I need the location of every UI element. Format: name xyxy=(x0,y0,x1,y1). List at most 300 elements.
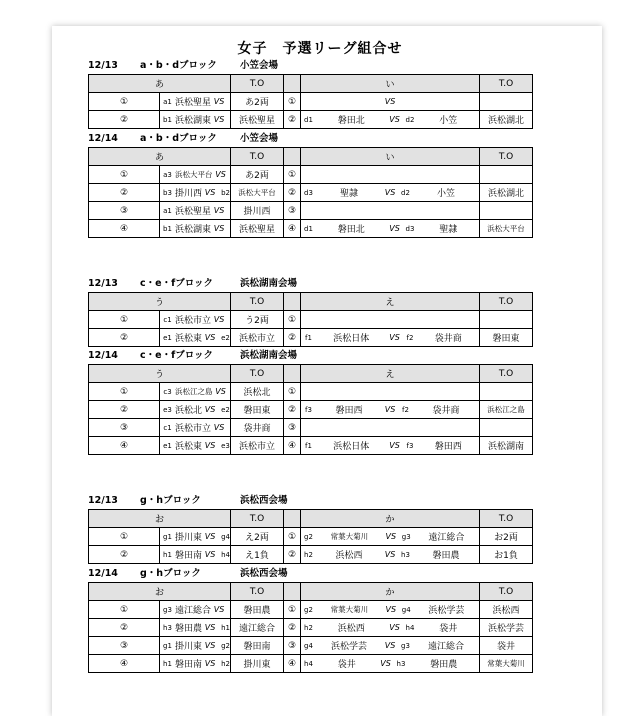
to-header: T.O xyxy=(231,148,284,166)
blank-header xyxy=(284,293,301,311)
section-block: a・b・dブロック xyxy=(140,60,217,71)
team-name: 常葉大菊川 xyxy=(330,605,369,614)
vs-label: VS xyxy=(204,405,216,414)
group-header: か xyxy=(301,510,480,528)
match-number: ③ xyxy=(89,202,160,220)
team-code xyxy=(227,116,230,124)
match-cell xyxy=(160,202,231,220)
team-name: 浜松日体 xyxy=(333,442,370,452)
vs-label: VS xyxy=(213,423,225,432)
team-name: 袋井商 xyxy=(432,406,460,416)
vs-label: VS xyxy=(204,532,216,541)
to-team: 磐田東 xyxy=(480,329,533,347)
team-code: b1 xyxy=(163,224,172,233)
to-header: T.O xyxy=(231,365,284,383)
team-code: f1 xyxy=(305,333,312,342)
team-code: e3 xyxy=(221,441,230,450)
match-table xyxy=(88,582,533,673)
team-code: g4 xyxy=(401,605,411,614)
match-cell xyxy=(160,546,231,564)
match-number: ① xyxy=(284,528,301,546)
match-number: ③ xyxy=(284,202,301,220)
match-cell xyxy=(301,184,480,202)
section-header xyxy=(88,568,288,580)
team-code: g2 xyxy=(304,605,313,614)
match-number: ③ xyxy=(89,637,160,655)
to-team: 遠江総合 xyxy=(231,619,284,637)
vs-label: VS xyxy=(385,532,397,541)
vs-label: VS xyxy=(384,641,396,650)
to-team: 浜松北 xyxy=(231,383,284,401)
match-cell xyxy=(160,111,231,129)
vs-label: VS xyxy=(380,659,391,668)
match-row xyxy=(89,546,533,564)
team-name: 浜松江之島 xyxy=(175,387,213,396)
match-cell xyxy=(160,166,231,184)
vs-label: VS xyxy=(389,441,400,450)
match-row xyxy=(89,220,533,238)
match-cell xyxy=(160,93,231,111)
team-code: h1 xyxy=(163,550,172,559)
match-number: ① xyxy=(284,311,301,329)
match-number: ④ xyxy=(284,220,301,238)
to-team: 浜松聖星 xyxy=(231,111,284,129)
match xyxy=(160,401,230,418)
team-code: a1 xyxy=(163,97,172,106)
match xyxy=(160,383,230,400)
to-team xyxy=(480,202,533,220)
match-cell xyxy=(160,401,231,419)
match-cell xyxy=(160,220,231,238)
match xyxy=(160,111,230,128)
team-name: 浜松市立 xyxy=(175,424,212,434)
to-team: 常葉大菊川 xyxy=(480,655,533,673)
blank-header xyxy=(284,148,301,166)
match-cell xyxy=(160,311,231,329)
section-header xyxy=(88,60,278,72)
table-header-row xyxy=(89,583,533,601)
team-name: 浜松西 xyxy=(335,551,363,561)
to-team: あ2両 xyxy=(231,166,284,184)
to-team: 浜松湖北 xyxy=(480,111,533,129)
to-team: 浜松市立 xyxy=(231,329,284,347)
match xyxy=(160,166,230,183)
match xyxy=(301,655,479,672)
match-number: ④ xyxy=(284,437,301,455)
top-bar xyxy=(0,0,640,28)
to-team xyxy=(480,166,533,184)
match-number: ② xyxy=(89,111,160,129)
to-header: T.O xyxy=(480,293,533,311)
match xyxy=(160,546,230,563)
match-number: ① xyxy=(284,166,301,184)
vs-label: VS xyxy=(389,115,400,124)
team-code: f3 xyxy=(305,405,312,414)
match xyxy=(301,383,479,400)
to-team: う2両 xyxy=(231,311,284,329)
to-team: お2両 xyxy=(480,528,533,546)
group-header: い xyxy=(301,75,480,93)
to-team xyxy=(480,93,533,111)
team-name: 磐田西 xyxy=(335,406,363,416)
team-code: f1 xyxy=(305,441,312,450)
match-cell xyxy=(301,655,480,673)
match-row xyxy=(89,166,533,184)
team-code: g2 xyxy=(304,532,313,541)
vs-label: VS xyxy=(385,605,397,614)
to-team: 掛川東 xyxy=(231,655,284,673)
team-code xyxy=(227,98,230,106)
match-row xyxy=(89,202,533,220)
to-team: 磐田東 xyxy=(231,401,284,419)
team-name: 浜松聖星 xyxy=(175,98,212,108)
team-name: 小笠 xyxy=(436,189,455,199)
section-venue: 浜松湖南会場 xyxy=(240,350,298,361)
to-team: 浜松大平台 xyxy=(231,184,284,202)
group-header: う xyxy=(89,293,231,311)
table-header-row xyxy=(89,365,533,383)
match-number: ③ xyxy=(284,637,301,655)
vs-label: VS xyxy=(389,224,400,233)
vs-label: VS xyxy=(384,188,396,197)
table-header-row xyxy=(89,293,533,311)
match-number: ① xyxy=(284,601,301,619)
match xyxy=(160,655,230,672)
table-header-row xyxy=(89,510,533,528)
team-name: 袋井 xyxy=(337,660,356,670)
team-code xyxy=(227,606,230,614)
to-team: 磐田農 xyxy=(231,601,284,619)
to-team: 袋井商 xyxy=(231,419,284,437)
section-date: 12/13 xyxy=(88,60,118,71)
to-team: あ2両 xyxy=(231,93,284,111)
match xyxy=(301,111,479,128)
match-number: ① xyxy=(89,601,160,619)
vs-label: VS xyxy=(213,315,225,324)
match-cell xyxy=(301,637,480,655)
group-header: う xyxy=(89,365,231,383)
match-number: ④ xyxy=(89,655,160,673)
vs-label: VS xyxy=(213,115,225,124)
match-cell xyxy=(160,655,231,673)
team-name: 浜松学芸 xyxy=(330,642,367,652)
vs-label: VS xyxy=(204,333,216,342)
team-name: 掛川西 xyxy=(175,189,203,199)
to-team: え1負 xyxy=(231,546,284,564)
match-number: ② xyxy=(284,329,301,347)
team-code: h3 xyxy=(396,659,406,668)
section-date: 12/14 xyxy=(88,568,118,579)
team-code: h4 xyxy=(405,623,415,632)
team-name: 浜松学芸 xyxy=(428,606,465,616)
match-cell xyxy=(301,546,480,564)
match xyxy=(301,419,479,436)
match-cell xyxy=(160,528,231,546)
team-name: 浜松湖東 xyxy=(175,116,212,126)
vs-label: VS xyxy=(215,387,226,396)
to-team: 浜松湖北 xyxy=(480,184,533,202)
match-number: ② xyxy=(89,184,160,202)
section-header xyxy=(88,350,297,362)
vs-label: VS xyxy=(384,550,396,559)
vs-label: VS xyxy=(389,623,400,632)
team-name: 磐田北 xyxy=(337,225,365,235)
match-number: ① xyxy=(89,528,160,546)
vs-label: VS xyxy=(213,206,225,215)
match-cell xyxy=(160,184,231,202)
team-name: 浜松北 xyxy=(175,406,203,416)
team-name: 浜松大平台 xyxy=(175,170,213,179)
match-cell xyxy=(301,437,480,455)
match-row xyxy=(89,655,533,673)
to-team: 浜松西 xyxy=(480,601,533,619)
match-row xyxy=(89,619,533,637)
team-code: g3 xyxy=(401,532,411,541)
to-header: T.O xyxy=(231,510,284,528)
group-header: お xyxy=(89,510,231,528)
match-row xyxy=(89,528,533,546)
team-code: c1 xyxy=(163,315,172,324)
team-code: c3 xyxy=(163,387,172,396)
team-name: 小笠 xyxy=(439,116,458,126)
section-block: c・e・fブロック xyxy=(140,350,214,361)
match-number: ① xyxy=(89,166,160,184)
to-header: T.O xyxy=(480,148,533,166)
match-row xyxy=(89,93,533,111)
blank-header xyxy=(284,75,301,93)
vs-label: VS xyxy=(213,224,225,233)
match-cell xyxy=(301,111,480,129)
team-code xyxy=(227,207,230,215)
team-name: 遠江総合 xyxy=(428,533,465,543)
match-row xyxy=(89,637,533,655)
team-name: 浜松西 xyxy=(337,624,365,634)
team-name: 磐田南 xyxy=(175,660,203,670)
team-name: 遠江総合 xyxy=(427,642,464,652)
team-code: h3 xyxy=(401,550,410,559)
team-code: e2 xyxy=(221,405,230,414)
to-header: T.O xyxy=(231,583,284,601)
match-cell xyxy=(301,329,480,347)
team-name: 磐田南 xyxy=(175,551,203,561)
team-code: h3 xyxy=(163,623,172,632)
vs-label: VS xyxy=(204,550,216,559)
section-venue: 浜松西会場 xyxy=(240,568,288,579)
team-code: g1 xyxy=(163,532,172,541)
section-venue: 浜松湖南会場 xyxy=(240,278,298,289)
team-code: g1 xyxy=(163,641,172,650)
to-team: お1負 xyxy=(480,546,533,564)
to-team xyxy=(480,311,533,329)
match-number: ① xyxy=(284,93,301,111)
match xyxy=(301,311,479,328)
match xyxy=(160,202,230,219)
match-row xyxy=(89,329,533,347)
group-header: え xyxy=(301,293,480,311)
team-code: a1 xyxy=(163,206,172,215)
match-number: ① xyxy=(89,383,160,401)
section-block: c・e・fブロック xyxy=(140,278,214,289)
to-team: え2両 xyxy=(231,528,284,546)
match xyxy=(301,220,479,237)
team-name: 遠江総合 xyxy=(175,606,212,616)
match-row xyxy=(89,601,533,619)
team-code: d3 xyxy=(304,188,313,197)
team-name: 磐田農 xyxy=(432,551,460,561)
group-header: あ xyxy=(89,148,231,166)
match-cell xyxy=(301,311,480,329)
match xyxy=(301,437,479,454)
match-number: ① xyxy=(284,383,301,401)
match-number: ② xyxy=(284,619,301,637)
blank-header xyxy=(284,365,301,383)
match xyxy=(301,329,479,346)
match xyxy=(160,311,230,328)
match-cell xyxy=(301,166,480,184)
match-number: ③ xyxy=(284,419,301,437)
match-cell xyxy=(301,220,480,238)
match-number: ① xyxy=(89,311,160,329)
match xyxy=(160,329,230,346)
match-row xyxy=(89,401,533,419)
match-number: ② xyxy=(89,401,160,419)
match-cell xyxy=(301,528,480,546)
match-number: ④ xyxy=(284,655,301,673)
section-header xyxy=(88,278,297,290)
match xyxy=(301,202,479,219)
team-code: f2 xyxy=(406,333,414,342)
team-code: d2 xyxy=(405,115,415,124)
team-code xyxy=(227,424,230,432)
match xyxy=(160,419,230,436)
match-number: ① xyxy=(89,93,160,111)
team-code: h4 xyxy=(304,659,313,668)
team-name: 浜松日体 xyxy=(333,334,370,344)
team-name: 磐田農 xyxy=(175,624,203,634)
team-code: g4 xyxy=(221,532,230,541)
team-code: e1 xyxy=(163,333,172,342)
match-number: ③ xyxy=(89,419,160,437)
team-code xyxy=(227,225,230,233)
blank-header xyxy=(284,583,301,601)
match xyxy=(160,220,230,237)
section-block: g・hブロック xyxy=(140,568,201,579)
match xyxy=(301,184,479,201)
team-code: e2 xyxy=(221,333,230,342)
match xyxy=(160,93,230,110)
match-table xyxy=(88,292,533,347)
section-header xyxy=(88,495,288,507)
to-team: 浜松学芸 xyxy=(480,619,533,637)
team-code: g3 xyxy=(163,605,172,614)
team-code: d2 xyxy=(401,188,410,197)
match-number: ② xyxy=(89,329,160,347)
team-code: g2 xyxy=(221,641,230,650)
match-cell xyxy=(301,419,480,437)
vs-label: VS xyxy=(204,623,216,632)
group-header: か xyxy=(301,583,480,601)
match xyxy=(160,528,230,545)
vs-label: VS xyxy=(384,405,396,414)
match-cell xyxy=(301,383,480,401)
to-team: 浜松江之島 xyxy=(480,401,533,419)
group-header: え xyxy=(301,365,480,383)
to-team xyxy=(480,419,533,437)
to-header: T.O xyxy=(231,75,284,93)
match xyxy=(160,619,230,636)
to-header: T.O xyxy=(480,583,533,601)
match-number: ② xyxy=(89,619,160,637)
match-number: ④ xyxy=(89,220,160,238)
section-venue: 浜松西会場 xyxy=(240,495,288,506)
match-number: ② xyxy=(284,401,301,419)
match xyxy=(301,637,479,654)
match xyxy=(160,184,230,201)
to-team xyxy=(480,383,533,401)
vs-label: VS xyxy=(213,605,225,614)
vs-label: VS xyxy=(213,97,225,106)
section-date: 12/14 xyxy=(88,133,118,144)
team-name: 袋井商 xyxy=(434,334,462,344)
team-name: 聖隷 xyxy=(339,189,358,199)
match-row xyxy=(89,184,533,202)
team-name: 磐田北 xyxy=(337,116,365,126)
team-name: 袋井 xyxy=(439,624,458,634)
match-cell xyxy=(160,329,231,347)
team-name: 浜松東 xyxy=(175,442,203,452)
team-code: h2 xyxy=(304,550,313,559)
team-code xyxy=(227,316,230,324)
match xyxy=(301,166,479,183)
to-header: T.O xyxy=(231,293,284,311)
to-team: 掛川西 xyxy=(231,202,284,220)
match xyxy=(301,601,479,618)
match xyxy=(301,93,479,110)
match-number: ② xyxy=(89,546,160,564)
match-row xyxy=(89,383,533,401)
team-code: a3 xyxy=(163,170,172,179)
team-name: 浜松市立 xyxy=(175,316,212,326)
to-team: 浜松市立 xyxy=(231,437,284,455)
team-name: 掛川東 xyxy=(175,642,203,652)
team-name: 浜松東 xyxy=(175,334,203,344)
to-header: T.O xyxy=(480,365,533,383)
match xyxy=(160,437,230,454)
to-header: T.O xyxy=(480,75,533,93)
team-code: d3 xyxy=(405,224,415,233)
team-code: c1 xyxy=(163,423,172,432)
match-number: ④ xyxy=(89,437,160,455)
match xyxy=(301,546,479,563)
team-code: h2 xyxy=(304,623,313,632)
team-code: e3 xyxy=(163,405,172,414)
team-code: d1 xyxy=(304,224,313,233)
to-team: 浜松湖南 xyxy=(480,437,533,455)
team-code: b3 xyxy=(163,188,172,197)
to-team: 浜松大平台 xyxy=(480,220,533,238)
team-code: b1 xyxy=(163,115,172,124)
team-code: b2 xyxy=(221,188,230,197)
match xyxy=(301,528,479,545)
match-row xyxy=(89,437,533,455)
match-number: ② xyxy=(284,546,301,564)
match-number: ② xyxy=(284,111,301,129)
match-cell xyxy=(301,401,480,419)
team-name: 浜松聖星 xyxy=(175,207,212,217)
match-cell xyxy=(301,202,480,220)
section-venue: 小笠会場 xyxy=(240,60,279,71)
team-name: 常葉大菊川 xyxy=(330,532,369,541)
